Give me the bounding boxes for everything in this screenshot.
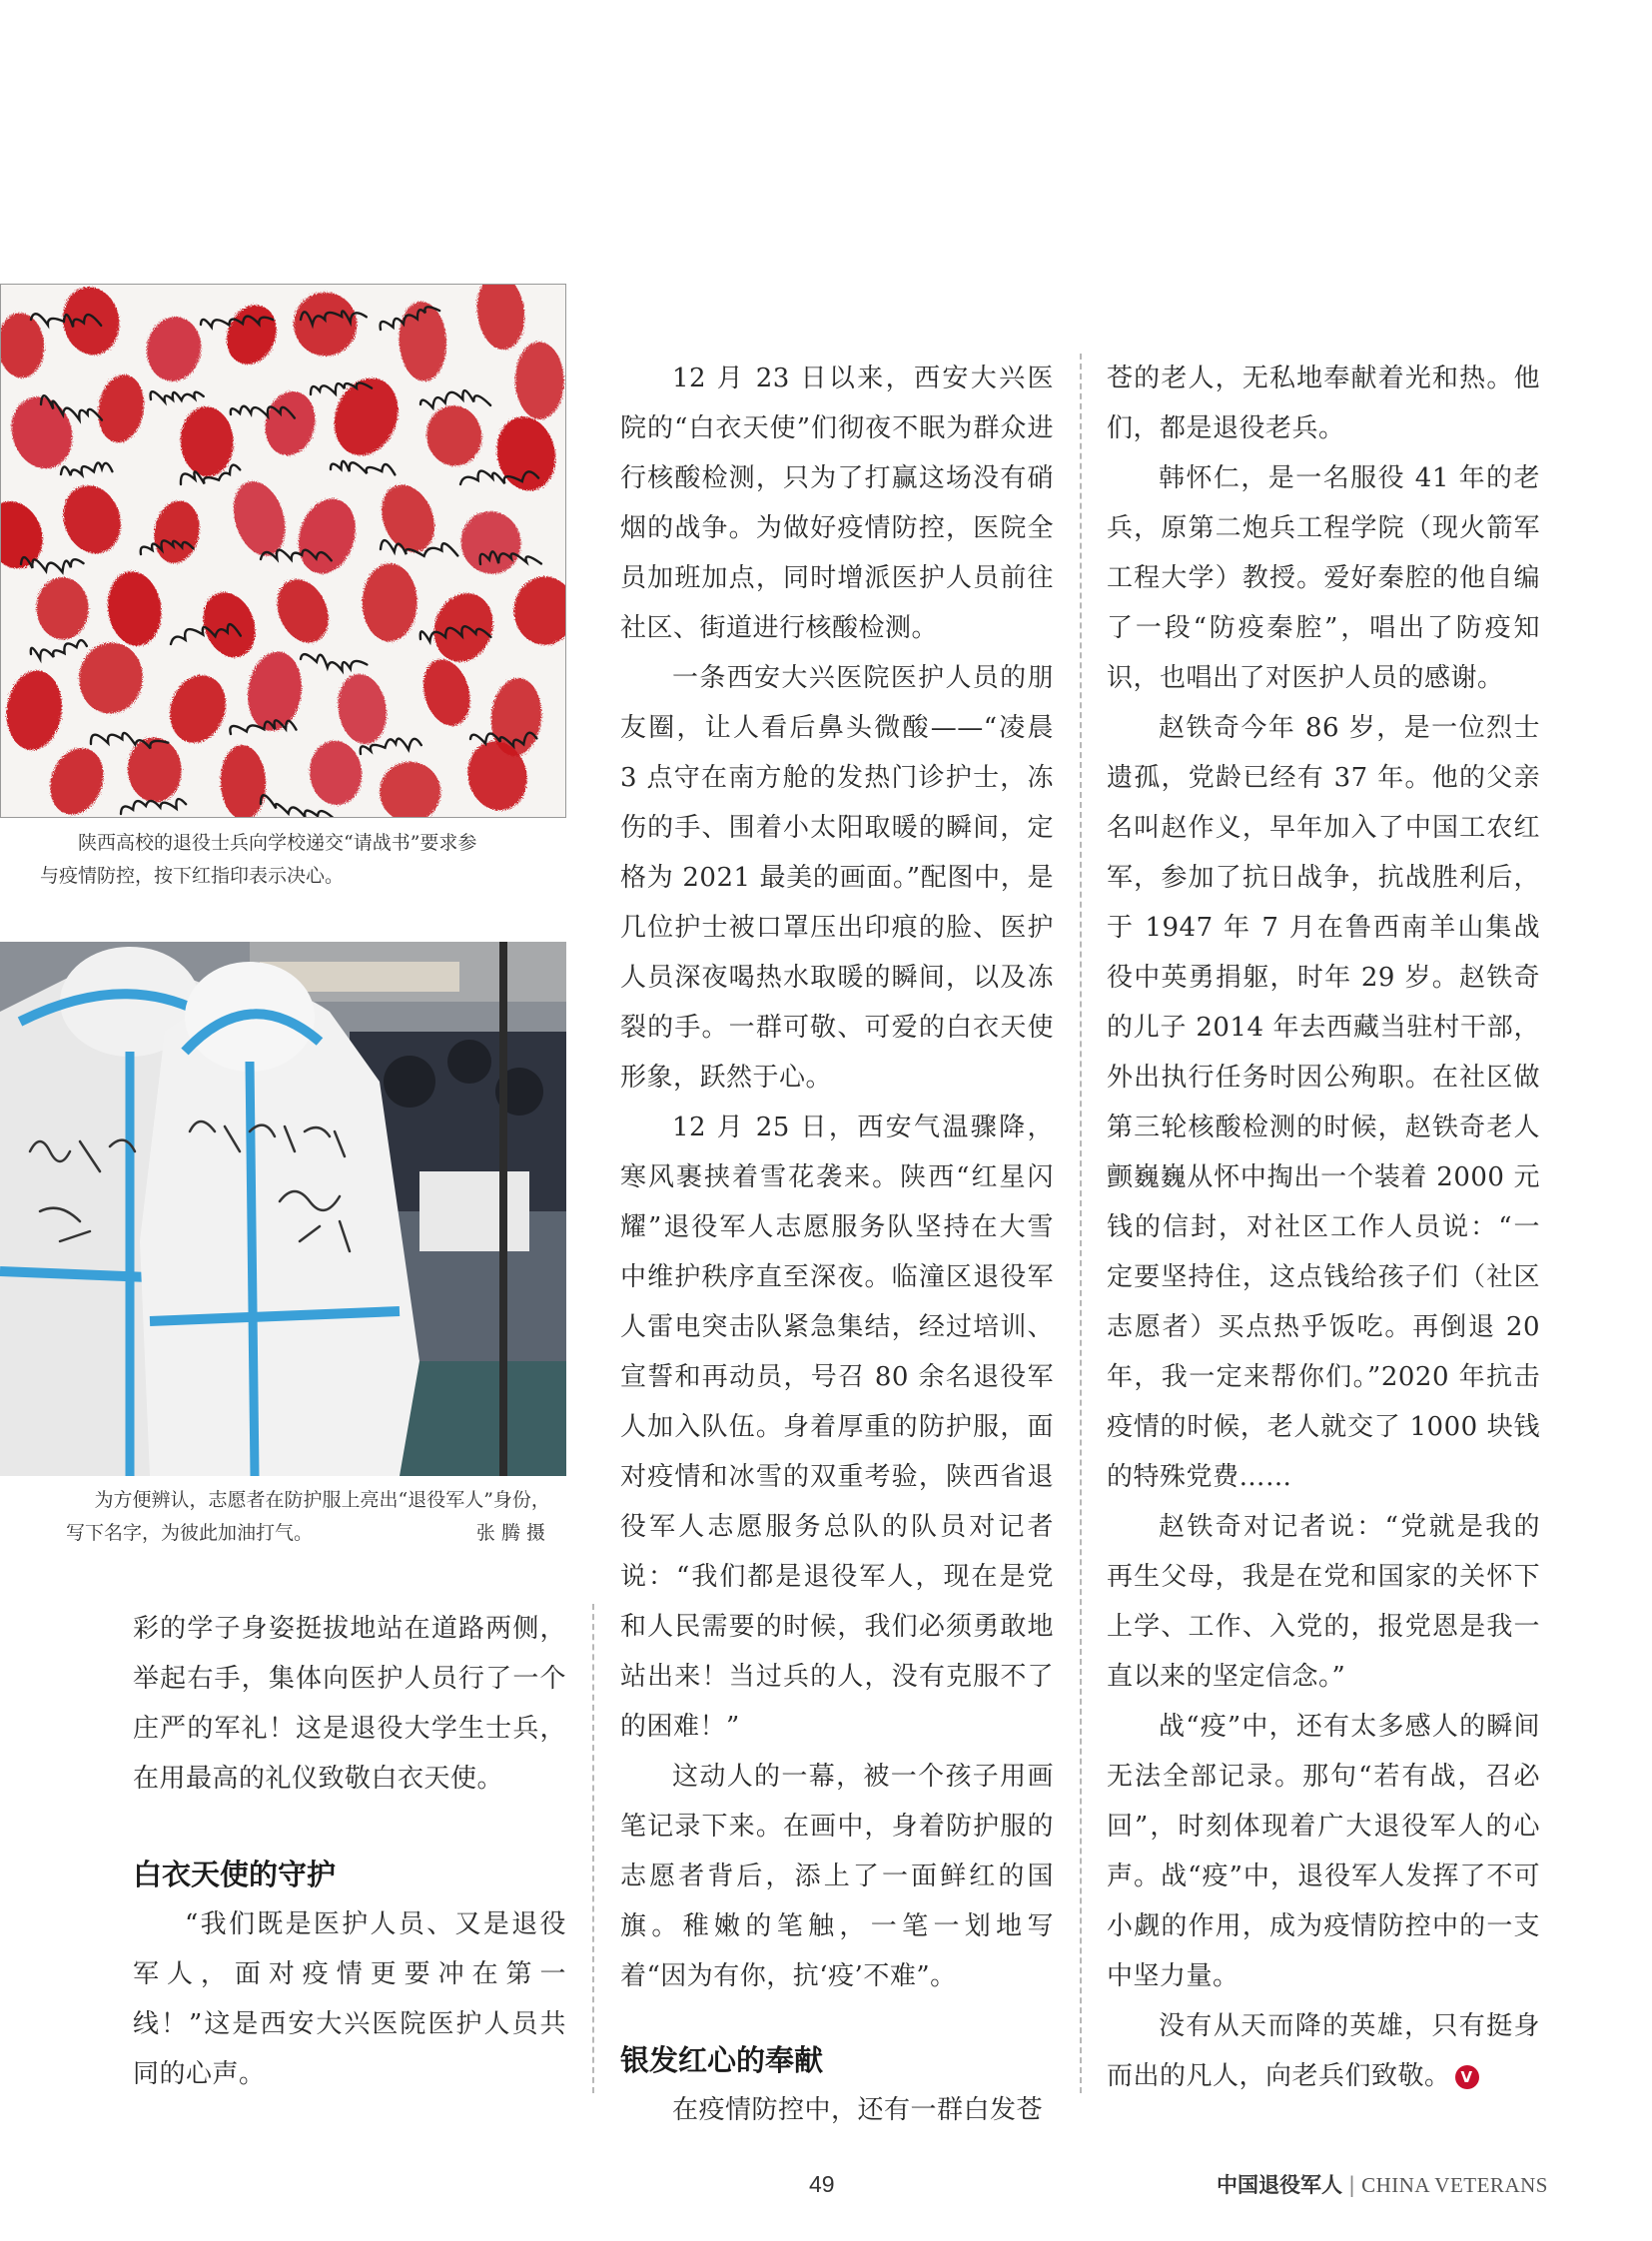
paragraph: 赵铁奇今年 86 岁，是一位烈士遗孤，党龄已经有 37 年。他的父亲名叫赵作义，早年加入了中国工农红军，参加了抗日战争，抗战胜利后，于 1947 年 7 月在鲁西南羊山集战役中英勇捐躯，时年 29 岁。赵铁奇的儿子 2014 年去西藏当驻村干部，外出执行任务时因公殉职。在社区做第三轮核酸检测的时候，赵铁奇老人颤巍巍从怀中掏出一个装着 2000 元钱的信封，对社区工作人员说：“一定要坚持住，这点钱给孩子们（社区志愿者）买点热乎饭吃。再倒退 20 年，我一定来帮你们。”2020 年抗击疫情的时候，老人就交了 1000 块钱的特殊党费…… [1107,713,1540,1492]
brand-chinese: 中国退役军人 [1217,2173,1342,2197]
paragraph: 彩的学子身姿挺拔地站在道路两侧，举起右手，集体向医护人员行了一个庄严的军礼！这是退役大学生士兵，在用最高的礼仪致敬白衣天使。 [133,1614,566,1794]
paragraph: 这动人的一幕，被一个孩子用画笔记录下来。在画中，身着防护服的志愿者背后，添上了一面鲜红的国旗。稚嫩的笔触，一笔一划地写着“因为有你，抗‘疫’不难”。 [620,1762,1054,1991]
paragraph: 在疫情防控中，还有一群白发苍 [672,2095,1044,2125]
paragraph: 赵铁奇对记者说：“党就是我的再生父母，我是在党和国家的关怀下上学、工作、入党的，报党恩是我一直以来的坚定信念。” [1107,1512,1540,1692]
section-heading-silver-hair: 银发红心的奉献 [620,2043,824,2077]
paragraph: 战“疫”中，还有太多感人的瞬间无法全部记录。那句“若有战，召必回”，时刻体现着广大退役军人的心声。战“疫”中，退役军人发挥了不可小觑的作用，成为疫情防控中的一支中坚力量。 [1107,1712,1540,1991]
column-divider [592,1604,594,2093]
paragraph: 12 月 25 日，西安气温骤降，寒风裹挟着雪花袭来。陕西“红星闪耀”退役军人志愿服务队坚持在大雪中维护秩序直至深夜。临潼区退役军人雷电突击队紧急集结，经过培训、宣誓和再动员，号召 80 余名退役军人加入队伍。身着厚重的防护服，面对疫情和冰雪的双重考验，陕西省退役军人志愿服务总队的队员对记者说：“我们都是退役军人，现在是党和人民需要的时候，我们必须勇敢地站出来！当过兵的人，没有克服不了的困难！” [620,1113,1054,1742]
page-number: 49 [809,2171,835,2197]
paragraph: 苍的老人，无私地奉献着光和热。他们，都是退役老兵。 [1107,364,1540,443]
brand-english: CHINA VETERANS [1361,2173,1548,2197]
article-column-2 [620,354,1054,2135]
paragraph: “我们既是医护人员、又是退役军人，面对疫情更要冲在第一线！”这是西安大兴医院医护人员共同的心声。 [133,1909,566,2089]
caption-line: 为方便辨认，志愿者在防护服上亮出“退役军人”身份， [94,1489,550,1511]
column-divider [1080,354,1082,2093]
caption-line: 陕西高校的退役士兵向学校递交“请战书”要求参 [78,832,477,854]
photo-credit: 张 腾 摄 [475,1522,545,1544]
paragraph: 12 月 23 日以来，西安大兴医院的“白衣天使”们彻夜不眠为群众进行核酸检测，只为了打赢这场没有硝烟的战争。为做好疫情防控，医院全员加班加点，同时增派医护人员前往社区、街道进行核酸检测。 [620,364,1054,643]
volunteers-photo-caption [66,1484,575,1550]
volunteers-protective-suits-photo [0,942,566,1476]
fingerprint-photo-caption [40,827,579,893]
caption-line: 与疫情防控，按下红指印表示决心。 [40,865,345,887]
protective-suit-volunteers-icon [0,942,566,1476]
article-column-1 [133,1604,566,2099]
brand-separator: | [1348,2173,1356,2197]
magazine-brand [1217,2169,1548,2199]
fingerprint-petition-icon [1,285,566,818]
article-end-mark-icon: V [1455,2065,1479,2089]
section-heading-white-angels: 白衣天使的守护 [133,1858,337,1891]
caption-line: 写下名字，为彼此加油打气。 [66,1522,314,1544]
article-column-3 [1107,354,1540,2101]
paragraph: 韩怀仁，是一名服役 41 年的老兵，原第二炮兵工程学院（现火箭军工程大学）教授。爱好秦腔的他自编了一段“防疫秦腔”，唱出了防疫知识，也唱出了对医护人员的感谢。 [1107,463,1540,693]
closing-sentence: 没有从天而降的英雄，只有挺身而出的凡人，向老兵们致敬。 [1107,2011,1540,2091]
fingerprint-petition-photo [0,284,566,818]
paragraph [1107,2001,1540,2101]
paragraph: 一条西安大兴医院医护人员的朋友圈，让人看后鼻头微酸——“凌晨 3 点守在南方舱的发热门诊护士，冻伤的手、围着小太阳取暖的瞬间，定格为 2021 最美的画面。”配图中，是几位护士被口罩压出印痕的脸、医护人员深夜喝热水取暖的瞬间，以及冻裂的手。一群可敬、可爱的白衣天使形象，跃然于心。 [620,663,1054,1093]
